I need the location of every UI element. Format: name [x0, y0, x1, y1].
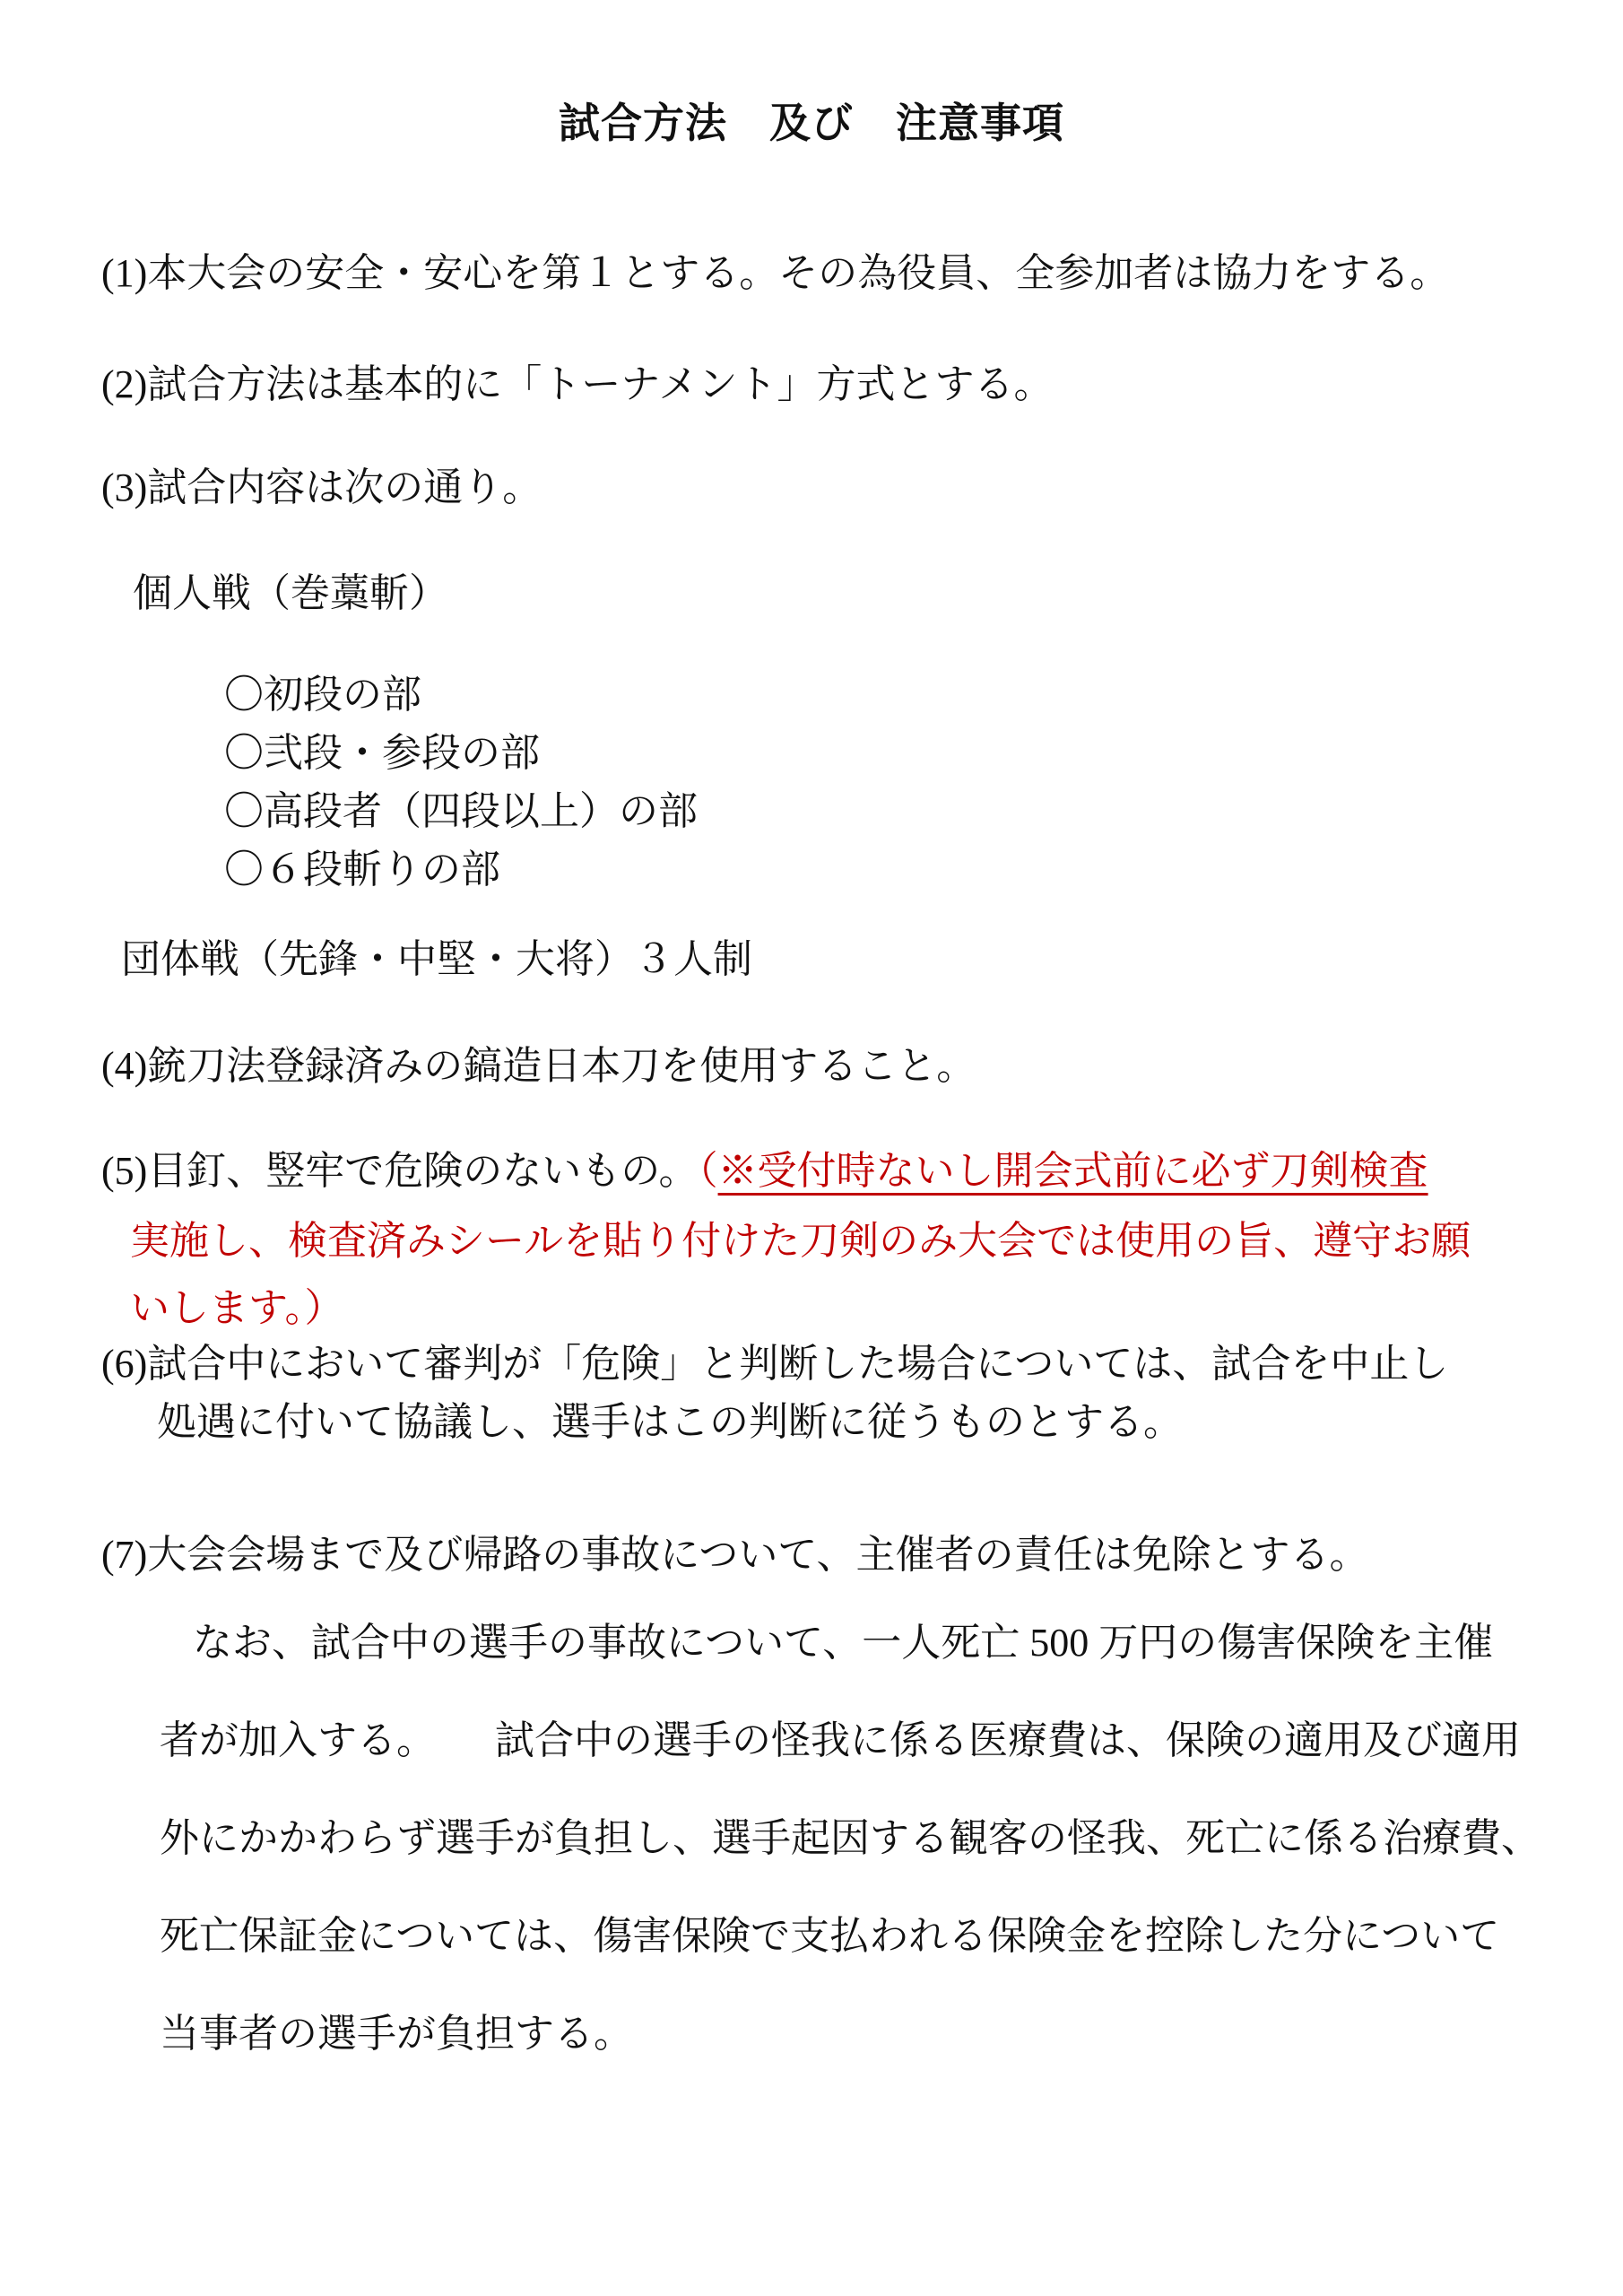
list-item-6 [101, 1342, 1448, 1387]
item-7-paragraph-line: 死亡保証金については、傷害保険で支払われる保険金を控除した分について [160, 1914, 1500, 1958]
list-item-5 [101, 1149, 1428, 1195]
team-match-heading: 団体戦（先鋒・中堅・大将）３人制 [121, 937, 752, 981]
item-7-paragraph-line: 当事者の選手が負担する。 [160, 2012, 633, 2056]
item-7-paragraph-line: 者が加入する。 試合中の選手の怪我に係る医療費は、保険の適用及び適用 [160, 1718, 1521, 1762]
item-number: (2) [101, 362, 148, 406]
list-item-3 [101, 465, 542, 511]
item-number: (6) [101, 1342, 148, 1386]
item-7-paragraph-line: なお、試合中の選手の事故について、一人死亡 500 万円の傷害保険を主催 [193, 1621, 1494, 1665]
item-number: (3) [101, 465, 148, 509]
bullet-item: 〇初段の部 [224, 673, 421, 717]
list-item-7 [101, 1533, 1369, 1578]
item-number: (4) [101, 1044, 148, 1088]
item-number: (1) [101, 251, 148, 295]
bullet-item: 〇弐段・参段の部 [224, 731, 540, 775]
list-item-5-continuation: 実施し、検査済みシールを貼り付けた刀剣のみ大会では使用の旨、遵守お願 [130, 1219, 1471, 1263]
list-item-5-continuation: いします。） [130, 1286, 344, 1330]
page-title: 試合方法 及び 注意事項 [559, 100, 1064, 146]
item-number: (7) [101, 1533, 148, 1577]
list-item-6-continuation: 処遇に付いて協議し、選手はこの判断に従うものとする。 [157, 1400, 1183, 1444]
item-text: 試合内容は次の通り。 [147, 465, 542, 509]
individual-match-heading: 個人戦（巻藁斬） [133, 571, 448, 615]
item-text: 銃刀法登録済みの鎬造日本刀を使用すること。 [147, 1044, 976, 1088]
item-number: (5) [101, 1149, 148, 1193]
bullet-item: 〇６段斬りの部 [224, 848, 500, 891]
item-text: 試合方法は基本的に「トーナメント」方式とする。 [147, 362, 1054, 406]
list-item-1 [101, 251, 1449, 297]
item-text: 目釘、竪牢で危険のないもの。 [147, 1149, 699, 1193]
bullet-item: 〇高段者（四段以上）の部 [224, 789, 698, 833]
item-text: 大会会場まで及び帰路の事故について、主催者の責任は免除とする。 [147, 1533, 1369, 1577]
item-text-red-paren: （ [698, 1149, 718, 1193]
item-text: 試合中において審判が「危険」と判断した場合については、試合を中止し [147, 1342, 1449, 1386]
item-7-paragraph-line: 外にかかわらず選手が負担し、選手起因する観客の怪我、死亡に係る治療費、 [160, 1816, 1541, 1860]
list-item-2 [101, 362, 1054, 408]
item-text: 本大会の安全・安心を第１とする。その為役員、全参加者は協力をする。 [147, 251, 1450, 295]
list-item-4 [101, 1044, 976, 1090]
item-text-red-underlined: ※受付時ないし開会式前に必ず刀剣検査 [717, 1149, 1428, 1193]
